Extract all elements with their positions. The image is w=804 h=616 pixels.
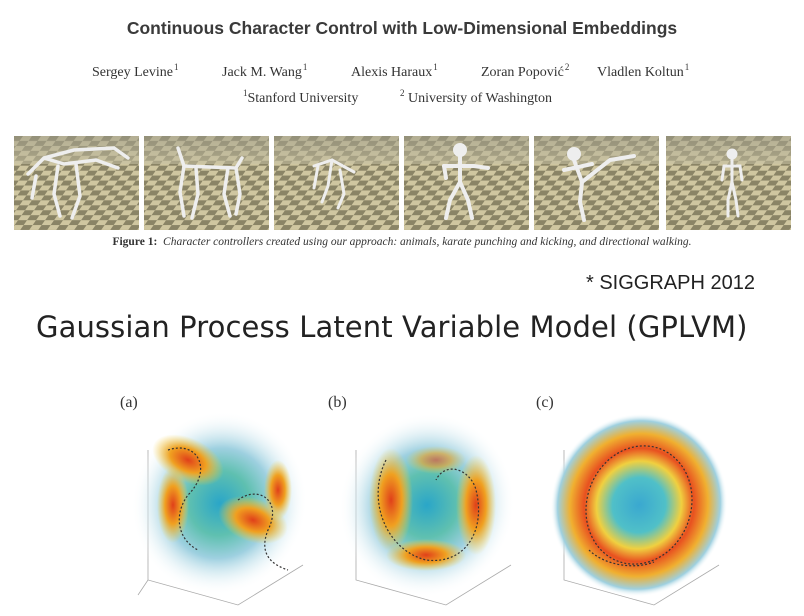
author-3: Alexis Haraux$^1$ <box>351 62 438 80</box>
author-1: Sergey Levine$^1$ <box>92 62 179 80</box>
panel-walking <box>666 136 791 230</box>
affiliation-2: $^2$ University of Washington <box>400 88 553 106</box>
figure-caption: Figure 1: Character controllers created using our approach: animals, karate punching and kicking, and directional walking. <box>112 236 692 248</box>
author-4: Zoran Popović$^2$ <box>481 62 570 80</box>
plot-c <box>534 390 734 616</box>
plot-b-image <box>326 390 526 616</box>
panel-karate-punch <box>404 136 529 230</box>
venue-note: * SIGGRAPH 2012 <box>586 272 755 294</box>
plot-b <box>326 390 526 616</box>
affiliation-list <box>0 88 804 108</box>
panel-animal-small <box>274 136 399 230</box>
figure-1-image-strip <box>14 136 791 230</box>
panel-karate-kick <box>534 136 659 230</box>
panel-animal-bird <box>14 136 139 230</box>
slide-heading: Gaussian Process Latent Variable Model (GPLVM) <box>36 310 748 344</box>
plot-a-image <box>118 390 318 616</box>
author-5: Vladlen Koltun$^1$ <box>597 62 690 80</box>
gplvm-plots <box>118 390 738 616</box>
plot-c-image <box>534 390 734 616</box>
affiliation-1: $^1$Stanford University <box>243 88 359 106</box>
plot-a <box>118 390 318 616</box>
panel-animal-quadruped <box>144 136 269 230</box>
paper-title: Continuous Character Control with Low-Dimensional Embeddings <box>126 18 678 38</box>
plot-label-b: (b) <box>328 394 347 411</box>
author-list <box>0 62 804 82</box>
plot-label-a: (a) <box>120 394 138 411</box>
author-2: Jack M. Wang$^1$ <box>222 62 308 80</box>
plot-label-c: (c) <box>536 394 554 411</box>
